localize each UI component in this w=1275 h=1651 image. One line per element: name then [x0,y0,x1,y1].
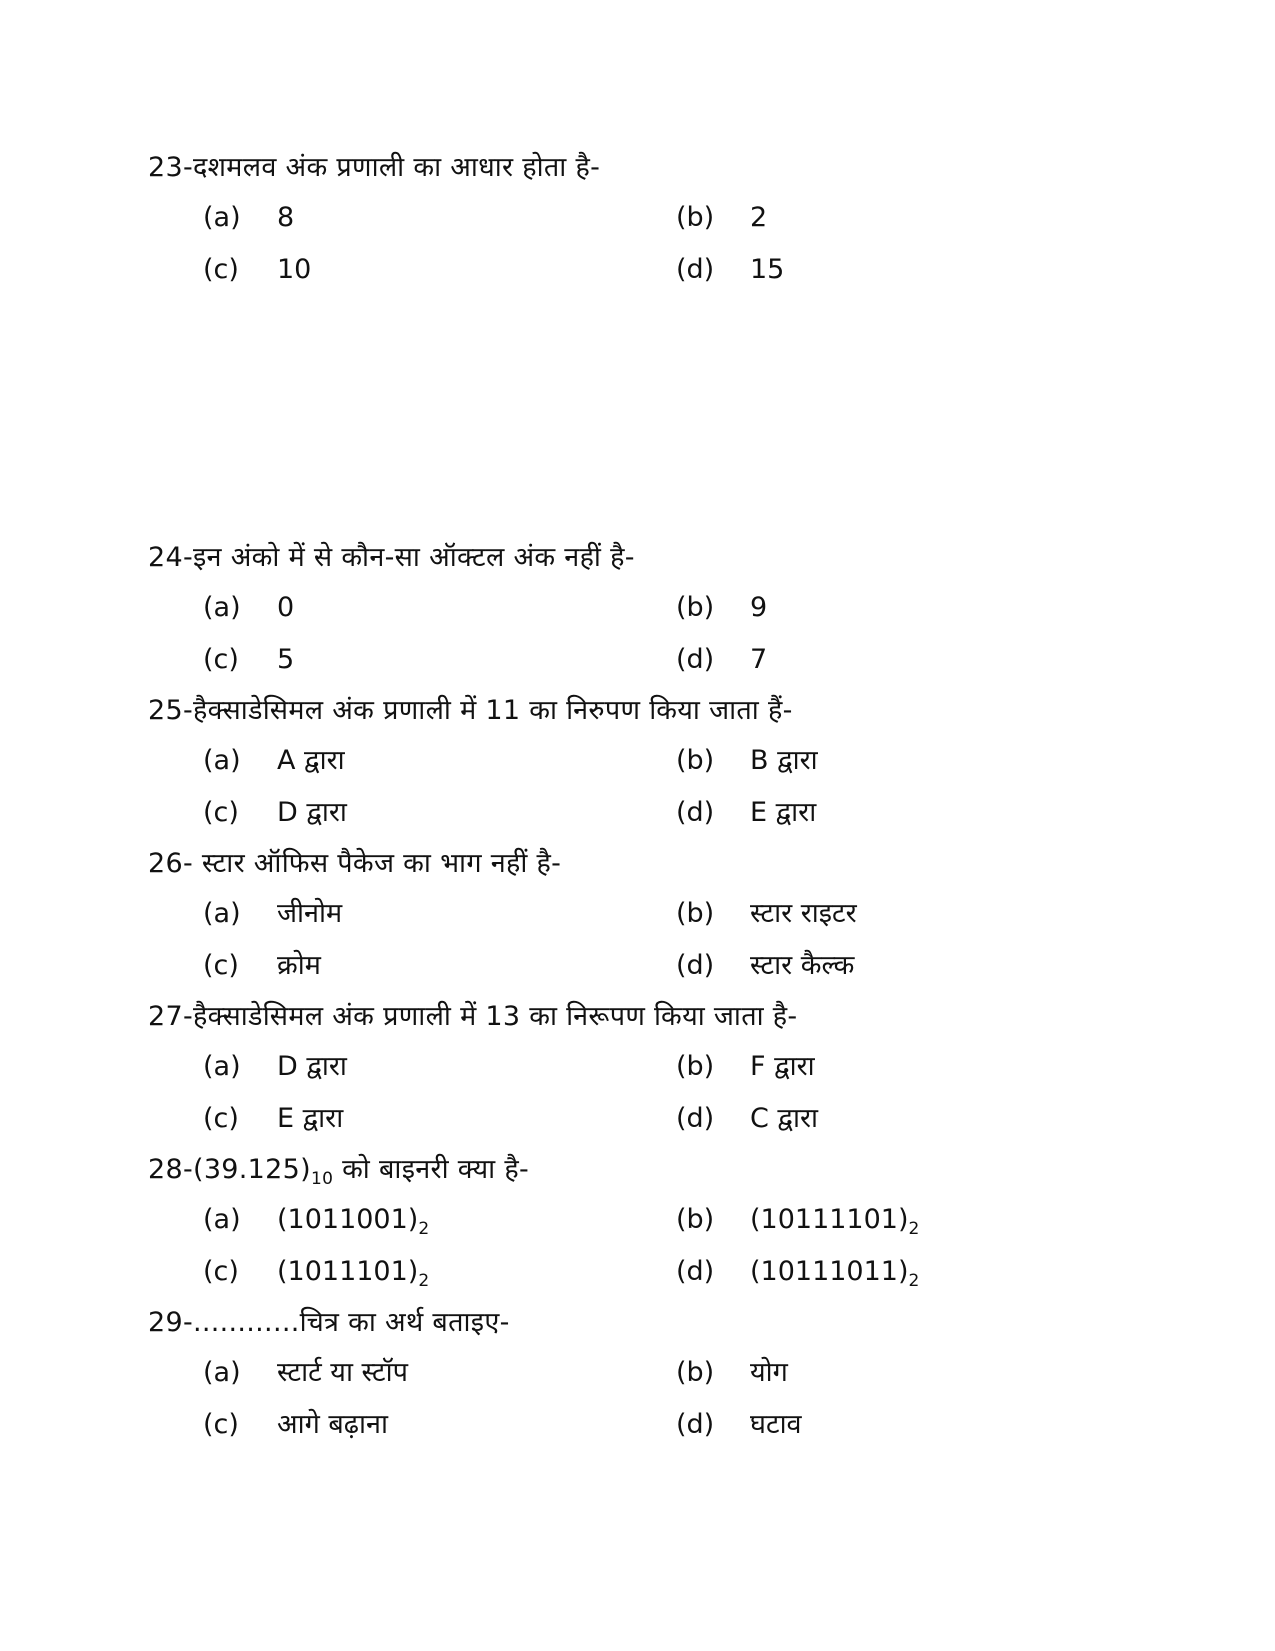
option-label: (c) [203,1256,239,1287]
option-label: (a) [203,745,241,776]
option-d [676,1101,818,1137]
option-b [676,590,767,626]
option-a [203,1355,408,1391]
option-label: (c) [203,950,239,981]
option-b [676,1049,815,1085]
option-label: (c) [203,254,239,285]
option-text: योग [750,1357,788,1388]
option-label: (a) [203,1051,241,1082]
question-24 [148,540,1148,694]
option-label: (a) [203,592,241,623]
option-b [676,1355,788,1391]
question-24-text: 24-इन अंको में से कौन-सा ऑक्टल अंक नहीं है- [148,542,635,573]
option-label: (d) [676,797,715,828]
option-text: B द्वारा [750,745,818,776]
option-text: E द्वारा [750,797,817,828]
question-25-options-row-2 [148,795,1148,847]
option-c [203,1254,429,1290]
question-29-text: 29-............चित्र का अर्थ बताइए- [148,1307,510,1338]
option-c [203,948,321,984]
binary-value: (1011001) [277,1204,419,1235]
option-label: (b) [676,592,715,623]
option-text [750,1254,919,1290]
option-text: 10 [277,254,312,285]
option-label: (b) [676,898,715,929]
question-28-text [148,1152,1148,1188]
question-26-options-row-2 [148,948,1148,1000]
option-d [676,948,854,984]
question-25-options-row-1 [148,743,1148,795]
question-28-text-suffix: को बाइनरी क्या है- [333,1154,530,1185]
option-text [277,1202,429,1238]
option-label: (b) [676,1204,715,1235]
option-text: A द्वारा [277,745,345,776]
option-label: (d) [676,1256,715,1287]
question-28-options-row-2 [148,1254,1148,1306]
question-29 [148,1305,1148,1459]
option-c [203,642,294,678]
option-label: (b) [676,745,715,776]
option-text: स्टार राइटर [750,898,857,929]
question-23-options-row-1 [148,200,1148,252]
option-text: जीनोम [277,898,343,929]
option-b [676,743,818,779]
option-label: (d) [676,1409,715,1440]
option-label: (c) [203,1103,239,1134]
option-text: C द्वारा [750,1103,818,1134]
question-23 [148,150,1148,304]
option-label: (a) [203,202,241,233]
option-label: (d) [676,644,715,675]
question-28 [148,1152,1148,1306]
option-text: 0 [277,592,295,623]
question-27-text: 27-हैक्साडेसिमल अंक प्रणाली में 13 का निरूपण किया जाता है- [148,1001,798,1032]
option-a [203,200,294,236]
question-29-options-row-1 [148,1355,1148,1407]
option-text: 15 [750,254,785,285]
question-25 [148,693,1148,847]
option-a [203,590,294,626]
option-a [203,1049,347,1085]
question-25-text: 25-हैक्साडेसिमल अंक प्रणाली में 11 का निरुपण किया जाता हैं- [148,695,793,726]
option-text: क्रोम [277,950,321,981]
option-text: 5 [277,644,295,675]
option-label: (d) [676,950,715,981]
question-29-options-row-2 [148,1407,1148,1459]
option-label: (a) [203,1204,241,1235]
base-subscript: 2 [418,1271,430,1291]
option-b [676,1202,919,1238]
option-c [203,252,311,288]
option-text: आगे बढ़ाना [277,1409,388,1440]
option-text: घटाव [750,1409,802,1440]
binary-value: (10111101) [750,1204,909,1235]
option-c [203,1101,343,1137]
option-text: स्टार कैल्क [750,950,855,981]
option-text: E द्वारा [277,1103,344,1134]
base-subscript: 2 [908,1219,920,1239]
option-d [676,1407,802,1443]
option-label: (c) [203,644,239,675]
option-text: 9 [750,592,768,623]
option-text [277,1254,429,1290]
option-d [676,795,816,831]
option-text: 7 [750,644,768,675]
base-subscript: 2 [908,1271,920,1291]
option-d [676,252,784,288]
binary-value: (1011101) [277,1256,419,1287]
question-28-options-row-1 [148,1202,1148,1254]
option-label: (b) [676,1357,715,1388]
option-label: (d) [676,1103,715,1134]
option-text: स्टार्ट या स्टॉप [277,1357,408,1388]
option-label: (a) [203,898,241,929]
question-24-options-row-1 [148,590,1148,642]
question-27-options-row-2 [148,1101,1148,1153]
question-23-options-row-2 [148,252,1148,304]
option-a [203,896,342,932]
question-27-options-row-1 [148,1049,1148,1101]
option-d [676,642,767,678]
question-24-options-row-2 [148,642,1148,694]
option-d [676,1254,919,1290]
option-a [203,1202,429,1238]
question-28-base-subscript: 10 [310,1169,334,1189]
option-a [203,743,345,779]
base-subscript: 2 [418,1219,430,1239]
option-text: D द्वारा [277,1051,347,1082]
option-label: (d) [676,254,715,285]
question-26-options-row-1 [148,896,1148,948]
option-text: 2 [750,202,768,233]
question-28-text-prefix: 28-(39.125) [148,1154,311,1185]
option-label: (c) [203,797,239,828]
option-c [203,1407,388,1443]
question-26-text: 26- स्टार ऑफिस पैकेज का भाग नहीं है- [148,848,562,879]
binary-value: (10111011) [750,1256,909,1287]
question-26 [148,846,1148,1000]
option-text: 8 [277,202,295,233]
option-label: (a) [203,1357,241,1388]
option-label: (c) [203,1409,239,1440]
option-c [203,795,347,831]
question-23-text: 23-दशमलव अंक प्रणाली का आधार होता है- [148,152,601,183]
option-b [676,896,857,932]
option-b [676,200,767,236]
option-text: F द्वारा [750,1051,815,1082]
option-label: (b) [676,202,715,233]
option-text [750,1202,919,1238]
question-27 [148,999,1148,1153]
option-text: D द्वारा [277,797,347,828]
option-label: (b) [676,1051,715,1082]
